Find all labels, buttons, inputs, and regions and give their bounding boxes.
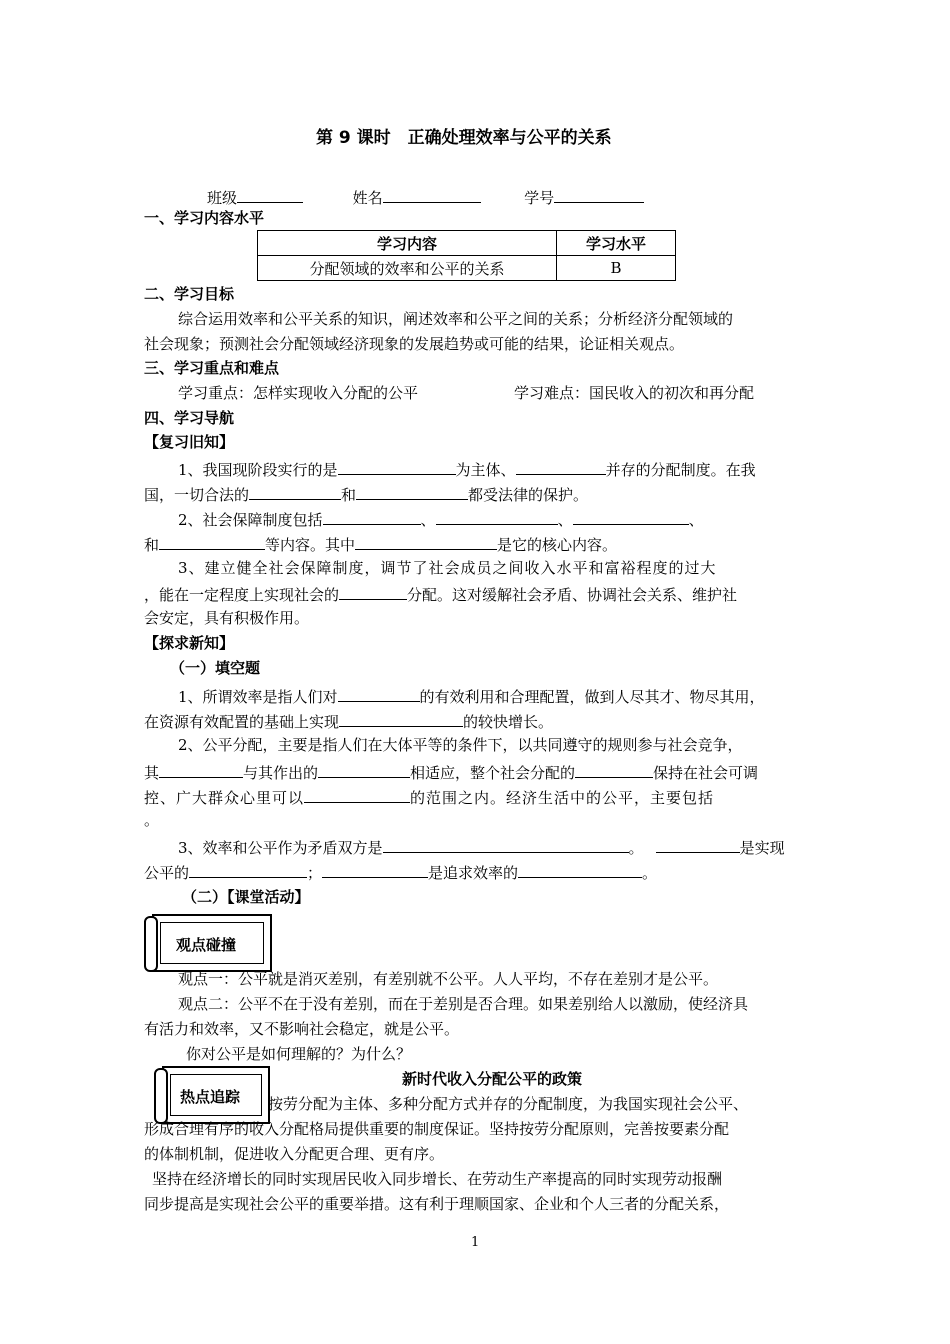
fill-blank[interactable] (323, 508, 421, 525)
review-q3-line-3: 会安定，具有积极作用。 (144, 609, 310, 627)
fill-blank[interactable] (573, 508, 689, 525)
fill-blank[interactable] (355, 533, 497, 550)
section-heading-3: 三、学习重点和难点 (144, 359, 280, 377)
section-heading-1: 一、学习内容水平 (144, 209, 265, 227)
hot-topic-scroll-label: 热点追踪 (180, 1088, 241, 1106)
review-q2-line-1: 2、社会保障制度包括 、 、 、 (178, 508, 704, 530)
review-q2-line-2: 和 等内容。其中 是它的核心内容。 (144, 533, 617, 555)
fill-blank[interactable] (575, 761, 653, 778)
debate-scroll-label: 观点碰撞 (176, 936, 237, 954)
fill-blank[interactable] (318, 761, 410, 778)
scroll-curl (154, 1068, 168, 1124)
hot-topic-heading: 新时代收入分配公平的政策 (402, 1070, 583, 1088)
explore-q2-line-4: 。 (144, 811, 160, 829)
debate-question: 你对公平是如何理解的？为什么？ (186, 1045, 412, 1063)
explore-q1-line-2: 在资源有效配置的基础上实现 的较快增长。 (144, 710, 553, 732)
explore-sub-heading-1: （一）填空题 (170, 659, 261, 677)
fill-blank[interactable] (436, 508, 558, 525)
view-one: 观点一：公平就是消灭差别，有差别就不公平。人人平均，不存在差别才是公平。 (178, 970, 719, 988)
explore-q3-line-2: 公平的 ； 是追求效率的 。 (144, 861, 657, 883)
review-q1-line-1: 1、我国现阶段实行的是 为主体、 并存的分配制度。在我 (178, 458, 756, 480)
section-heading-4: 四、学习导航 (144, 409, 235, 427)
view-two-line-2: 有活力和效率，又不影响社会稳定，就是公平。 (144, 1020, 460, 1038)
review-heading: 【复习旧知】 (144, 433, 235, 451)
table-header-level: 学习水平 (557, 231, 676, 256)
explore-heading: 【探求新知】 (144, 634, 235, 652)
fill-blank[interactable] (383, 836, 629, 853)
key-point: 学习重点：怎样实现收入分配的公平 (178, 384, 419, 402)
fill-blank[interactable] (656, 836, 740, 853)
explore-q3-line-1: 3、效率和公平作为矛盾双方是 。 是实现 (178, 836, 785, 858)
page-number: 1 (471, 1235, 480, 1250)
level-table (257, 230, 676, 281)
hot-para-1-line-3: 的体制机制，促进收入分配更合理、更有序。 (144, 1145, 445, 1163)
table-cell-level: B (557, 256, 676, 281)
page-title: 第 9 课时 正确处理效率与公平的关系 (316, 128, 612, 148)
hot-para-2-line-2: 同步提高是实现社会公平的重要举措。这有利于理顺国家、企业和个人三者的分配关系， (144, 1195, 730, 1213)
objective-line-2: 社会现象；预测社会分配领域经济现象的发展趋势或可能的结果，论证相关观点。 (144, 335, 685, 353)
hot-para-2-line-1: 坚持在经济增长的同时实现居民收入同步增长、在劳动生产率提高的同时实现劳动报酬 (152, 1170, 723, 1188)
fill-blank[interactable] (518, 861, 642, 878)
fill-blank[interactable] (159, 533, 265, 550)
id-label: 学号 (524, 189, 555, 207)
name-blank[interactable] (383, 186, 481, 203)
fill-blank[interactable] (189, 861, 307, 878)
student-info-row (207, 186, 644, 208)
fill-blank[interactable] (322, 861, 428, 878)
difficulty-point: 学习难点：国民收入的初次和再分配 (514, 384, 755, 402)
section-heading-2: 二、学习目标 (144, 285, 235, 303)
explore-q2-line-1: 2、公平分配，主要是指人们在大体平等的条件下，以共同遵守的规则参与社会竞争， (178, 736, 743, 754)
table-row (258, 256, 676, 281)
fill-blank[interactable] (516, 458, 606, 475)
name-label: 姓名 (352, 189, 383, 207)
debate-scroll-banner (152, 914, 272, 972)
objective-line-1: 综合运用效率和公平关系的知识，阐述效率和公平之间的关系；分析经济分配领域的 (178, 310, 734, 328)
review-q3-line-2: ，能在一定程度上实现社会的 分配。这对缓解社会矛盾、协调社会关系、维护社 (144, 583, 737, 605)
fill-blank[interactable] (339, 710, 463, 727)
review-q1-line-2: 国，一切合法的 和 都受法律的保护。 (144, 483, 588, 505)
id-blank[interactable] (554, 186, 644, 203)
scroll-curl (144, 916, 158, 972)
review-q3-line-1: 3、建立健全社会保障制度，调节了社会成员之间收入水平和富裕程度的过大 (178, 559, 717, 577)
hot-topic-scroll-banner (162, 1066, 270, 1124)
explore-q2-line-2: 其 与其作出的 相适应，整个社会分配的 保持在社会可调 (144, 761, 758, 783)
explore-q2-line-3: 控、广大群众心里可以 的范围之内。经济生活中的公平，主要包括 (144, 786, 714, 808)
table-header-content: 学习内容 (258, 231, 557, 256)
hot-para-1-line-1: 按劳分配为主体、多种分配方式并存的分配制度，为我国实现社会公平、 (268, 1095, 749, 1113)
fill-blank[interactable] (356, 483, 468, 500)
table-header-row (258, 231, 676, 256)
table-cell-content: 分配领域的效率和公平的关系 (258, 256, 557, 281)
explore-sub-heading-2: （二）【课堂活动】 (182, 888, 310, 906)
hot-para-1-line-2: 形成合理有序的收入分配格局提供重要的制度保证。坚持按劳分配原则，完善按要素分配 (144, 1120, 730, 1138)
fill-blank[interactable] (338, 458, 456, 475)
fill-blank[interactable] (304, 786, 410, 803)
class-blank[interactable] (237, 186, 303, 203)
explore-q1-line-1: 1、所谓效率是指人们对 的有效利用和合理配置，做到人尽其才、物尽其用， (178, 685, 765, 707)
class-label: 班级 (207, 189, 238, 207)
fill-blank[interactable] (339, 583, 407, 600)
view-two-line-1: 观点二：公平不在于没有差别，而在于差别是否合理。如果差别给人以激励，使经济具 (178, 995, 749, 1013)
fill-blank[interactable] (338, 685, 420, 702)
fill-blank[interactable] (249, 483, 341, 500)
fill-blank[interactable] (159, 761, 243, 778)
